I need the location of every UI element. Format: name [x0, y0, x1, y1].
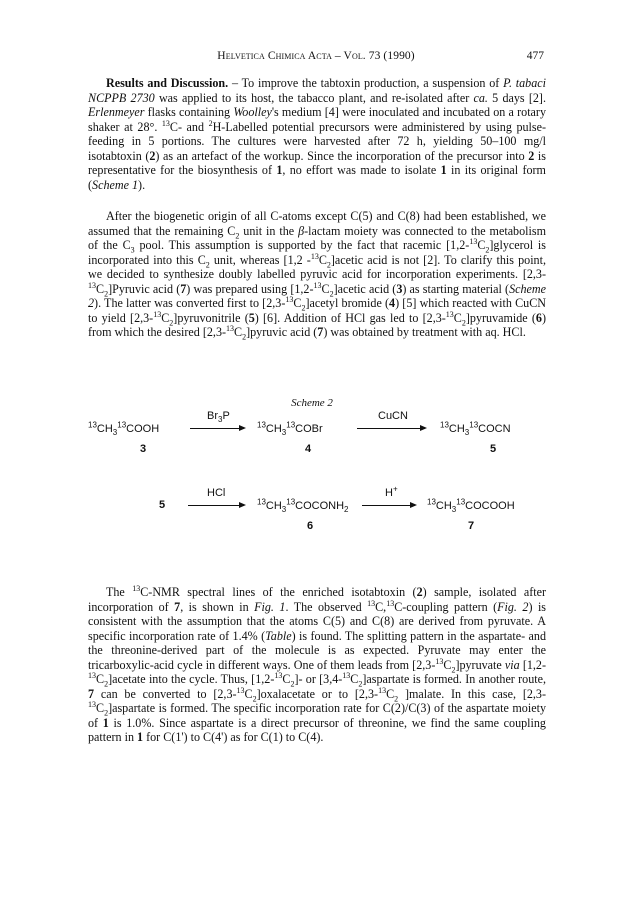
compound-7-formula: $^{13}CH_3^{13}COCOOH$ — [427, 497, 515, 515]
reagent-acid: H+ — [385, 484, 398, 499]
text-run: C- and — [169, 119, 209, 134]
scheme-ref: Scheme 1 — [92, 177, 139, 192]
page-number: 477 — [526, 50, 544, 62]
reaction-arrow — [188, 505, 244, 506]
text-run: , no effort was made to isolate — [282, 163, 441, 178]
compound-6-formula: $^{13}CH_3^{13}COCONH_2$ — [257, 497, 349, 515]
compound-ref: 2 — [528, 148, 535, 163]
compound-3-formula: $^{13}CH_3^{13}COOH$ — [88, 420, 160, 438]
reaction-arrow — [190, 428, 244, 429]
text-run: ). — [138, 177, 146, 192]
text-run: – To improve the tabtoxin production, a suspension of — [228, 76, 504, 90]
compound-4-label: 4 — [305, 443, 312, 455]
compound-3-label: 3 — [140, 443, 147, 455]
reagent-hcl: HCl — [207, 487, 226, 499]
text-run: flasks containing — [144, 105, 234, 120]
reagent-cucn: CuCN — [378, 410, 408, 422]
text-run: Woolley — [233, 105, 272, 120]
compound-5-label: 5 — [490, 443, 497, 455]
text-run: in its original form ( — [88, 163, 546, 192]
running-title-text: Helvetica Chimica Acta – Vol. 73 (1990) — [217, 50, 415, 62]
compound-ref: 1 — [440, 163, 447, 178]
compound-ref: 2 — [149, 148, 156, 163]
scheme-title: Scheme 2 — [291, 397, 333, 409]
text-run: Erlenmeyer — [88, 105, 145, 120]
compound-ref: 1 — [276, 163, 283, 178]
text-run: ca. — [473, 90, 488, 105]
paragraph-nmr-results — [88, 585, 546, 745]
text-run: was applied to its host, the tabacco plant, and re-isolated after — [154, 90, 474, 105]
text-run: is representative for the biosynthesis of — [88, 148, 546, 178]
compound-4-formula: $^{13}CH_3^{13}COBr$ — [257, 420, 323, 438]
species-name: P. tabaci NCPPB 2730 — [88, 76, 546, 105]
compound-6-label: 6 — [307, 520, 314, 532]
paragraph-2-text: After the biogenetic origin of all C-atoms except C(5) and C(8) had been established, we assumed that the remaining $C_2$ unit in the β-lactam moiety was connected to the metabolism of the $C_3$ pool. This assumption is supported by the fact that racemic $[1,2-^{13}C_2]glycerol$ is incorporated into this $C_2$ unit, whereas [1,2 $-^{13}C_2]acetic$ acid is not [2]. To clarify this point, we decided to synthesize doubly labelled pyruvic acid for incorporation experiments. $[2,3-^{13}C_2]Pyruvic$ acid (7) was prepared using $[1,2-^{13}C_2]acetic$ acid (3) as starting material (Scheme 2). The latter was converted first to $[2,3-^{13}C_2]acetyl$ bromide (4) [5] which reacted with CuCN to yield $[2,3-^{13}C_2]pyruvonitrile$ (5) [6]. Addition of HCl gas led to $[2,3-^{13}C_2]pyruvamide$ (6) from which the desired $[2,3-^{13}C_2]pyruvic$ acid (7) was obtained by treatment with aq. HCl. — [88, 209, 547, 342]
section-run-in-heading: Results and Discussion. — [106, 76, 229, 90]
text-run: ) as an artefact of the workup. Since the incorporation of the precursor into — [155, 148, 529, 163]
text-run: 5 days [2]. — [487, 90, 546, 105]
isotope-superscript: 2 — [208, 118, 213, 128]
reagent-br3p: $Br_3P$ — [207, 410, 230, 425]
isotope-superscript: 13 — [161, 118, 170, 128]
reaction-arrow — [357, 428, 425, 429]
reaction-arrow — [362, 505, 415, 506]
compound-5-formula: $^{13}CH_3^{13}COCN$ — [440, 420, 511, 438]
compound-5-start-label: 5 — [159, 499, 166, 511]
text-run: 's medium [4] were inoculated and incubated on a rotary shaker at 28°. — [88, 105, 546, 134]
text-run: H-Labelled potential precursors were administered by using pulse-feeding in 5 portions. The cultures were harvested after 72 h, yielding 50–100 mg/l isotabtoxin ( — [88, 119, 547, 163]
compound-7-label: 7 — [468, 520, 475, 532]
paragraph-3-text: The $^{13}$C-NMR spectral lines of the enriched isotabtoxin (2) sample, isolated after incorporation of 7, is shown in Fig. 1. The observed $^{13}$C,$^{13}$C-coupling pattern (Fig. 2) is consistent with the assumption that the atoms C(5) and C(8) are derived from pyruvate. A specific incorporation rate of 1.4% (Table) is found. The splitting pattern in the aspartate- and the threonine-derived part of the molecule is as expected. Pyruvate may enter the tricarboxylic-acid cycle in different ways. One of them leads from $[2,3-^{13}C_2]pyruvate$ via $[1,2-^{13}C_2]acetate$ into the cycle. Thus, $[1,2-^{13}C_2]-$ or $[3,4-^{13}C_2]aspartate$ is formed. In another route, 7 can be converted to $[2,3-^{13}C_2]oxalacetate$ or to [$2,3-^{13}C_2$ ]malate. In this case, $[2,3-^{13}C_2]aspartate$ is formed. The specific incorporation rate for C(2)/C(3) of the aspartate moiety of 1 is 1.0%. Since aspartate is a direct precursor of threonine, we find the same coupling pattern in 1 for C(1') to C(4') as for C(1) to C(4). — [88, 583, 547, 745]
